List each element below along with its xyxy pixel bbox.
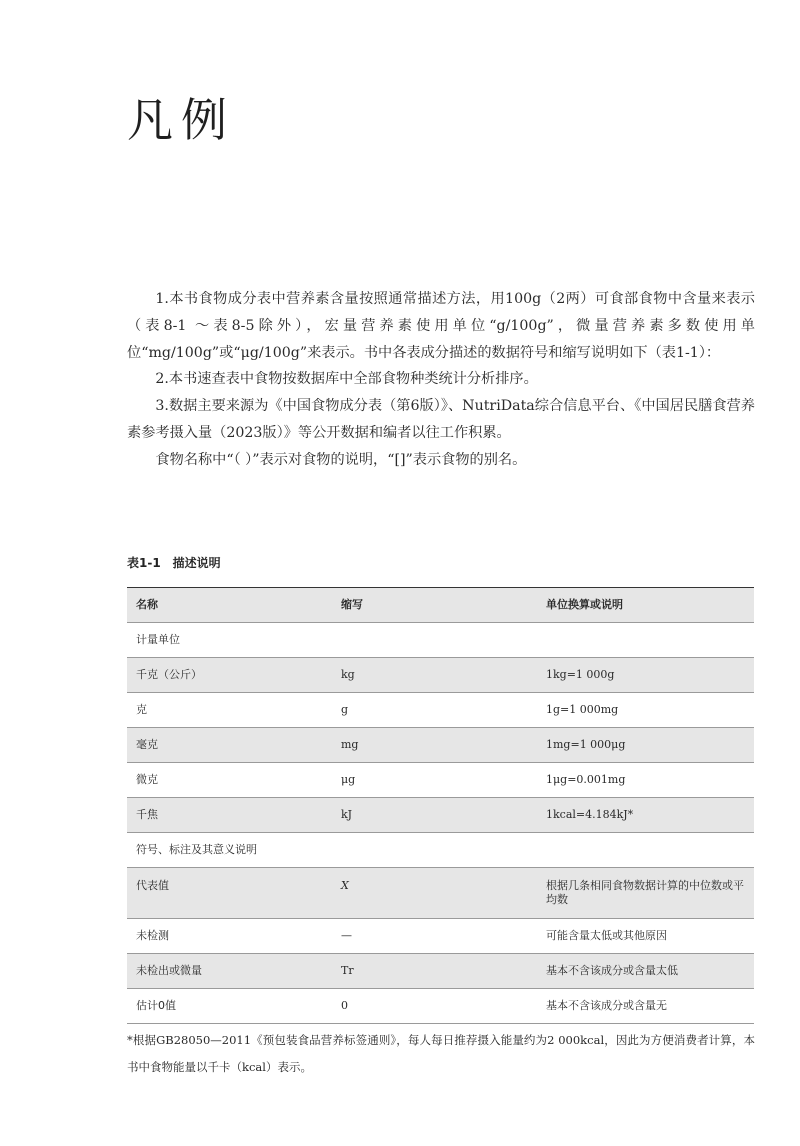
row-name: 微克 [127,763,332,798]
table-section-row [127,623,754,658]
row-abbr: X [332,868,537,919]
paragraph-2: 2.本书速查表中食物按数据库中全部食物种类统计分析排序。 [155,371,538,388]
header-name: 名称 [127,588,332,623]
row-name: 克 [127,693,332,728]
paragraph-3: 3.数据主要来源为《中国食物成分表（第6版）》、NutriData综合信息平台、《中国居民膳食营养素参考摄入量（2023版）》等公开数据和编者以往工作积累。 [127,398,755,441]
paragraph-1: 1.本书食物成分表中营养素含量按照通常描述方法，用100g（2两）可食部食物中含量来表示（表8-1 ～表8-5除外），宏量营养素使用单位“g/100g”，微量营养素多数使用单位“mg/100g”或“μg/100g”来表示。书中各表成分描述的数据符号和缩写说明如下（表1-1）： [127,291,755,361]
row-abbr: μg [332,763,537,798]
row-abbr: kg [332,658,537,693]
row-desc: 基本不含该成分或含量无 [537,989,754,1024]
table-row [127,954,754,989]
row-abbr: kJ [332,798,537,833]
row-desc: 可能含量太低或其他原因 [537,919,754,954]
row-desc: 根据几条相同食物数据计算的中位数或平均数 [537,868,754,919]
row-abbr: 0 [332,989,537,1024]
table-row [127,798,754,833]
table-row [127,989,754,1024]
row-abbr: g [332,693,537,728]
row-abbr: Tr [332,954,537,989]
table-row [127,763,754,798]
footnote: *根据GB28050—2011《预包装食品营养标签通则》，每人每日推荐摄入能量约为2 000kcal，因此为方便消费者计算，本书中食物能量以千卡（kcal）表示。 [127,1033,755,1074]
table-header-row [127,588,754,623]
description-table [127,587,754,1024]
table-section-row [127,833,754,868]
header-desc: 单位换算或说明 [537,588,754,623]
row-name: 代表值 [127,868,332,919]
table-row [127,919,754,954]
row-desc: 1mg=1 000μg [537,728,754,763]
table-row [127,658,754,693]
row-abbr: mg [332,728,537,763]
row-desc: 1kcal=4.184kJ* [537,798,754,833]
section-label: 符号、标注及其意义说明 [127,833,754,868]
page-title: 凡例 [127,93,235,147]
row-name: 千克（公斤） [127,658,332,693]
row-name: 毫克 [127,728,332,763]
table-row [127,693,754,728]
row-desc: 1μg=0.001mg [537,763,754,798]
row-name: 未检测 [127,919,332,954]
row-name: 千焦 [127,798,332,833]
row-name: 估计0值 [127,989,332,1024]
paragraph-4: 食物名称中“（ ）”表示对食物的说明，“[]”表示食物的别名。 [155,451,527,468]
intro-text [127,286,755,474]
header-abbr: 缩写 [332,588,537,623]
row-abbr: — [332,919,537,954]
section-label: 计量单位 [127,623,754,658]
row-desc: 1kg=1 000g [537,658,754,693]
row-desc: 1g=1 000mg [537,693,754,728]
table-row [127,868,754,919]
row-name: 未检出或微量 [127,954,332,989]
row-desc: 基本不含该成分或含量太低 [537,954,754,989]
table-caption: 表1-1 描述说明 [127,556,221,570]
table-row [127,728,754,763]
